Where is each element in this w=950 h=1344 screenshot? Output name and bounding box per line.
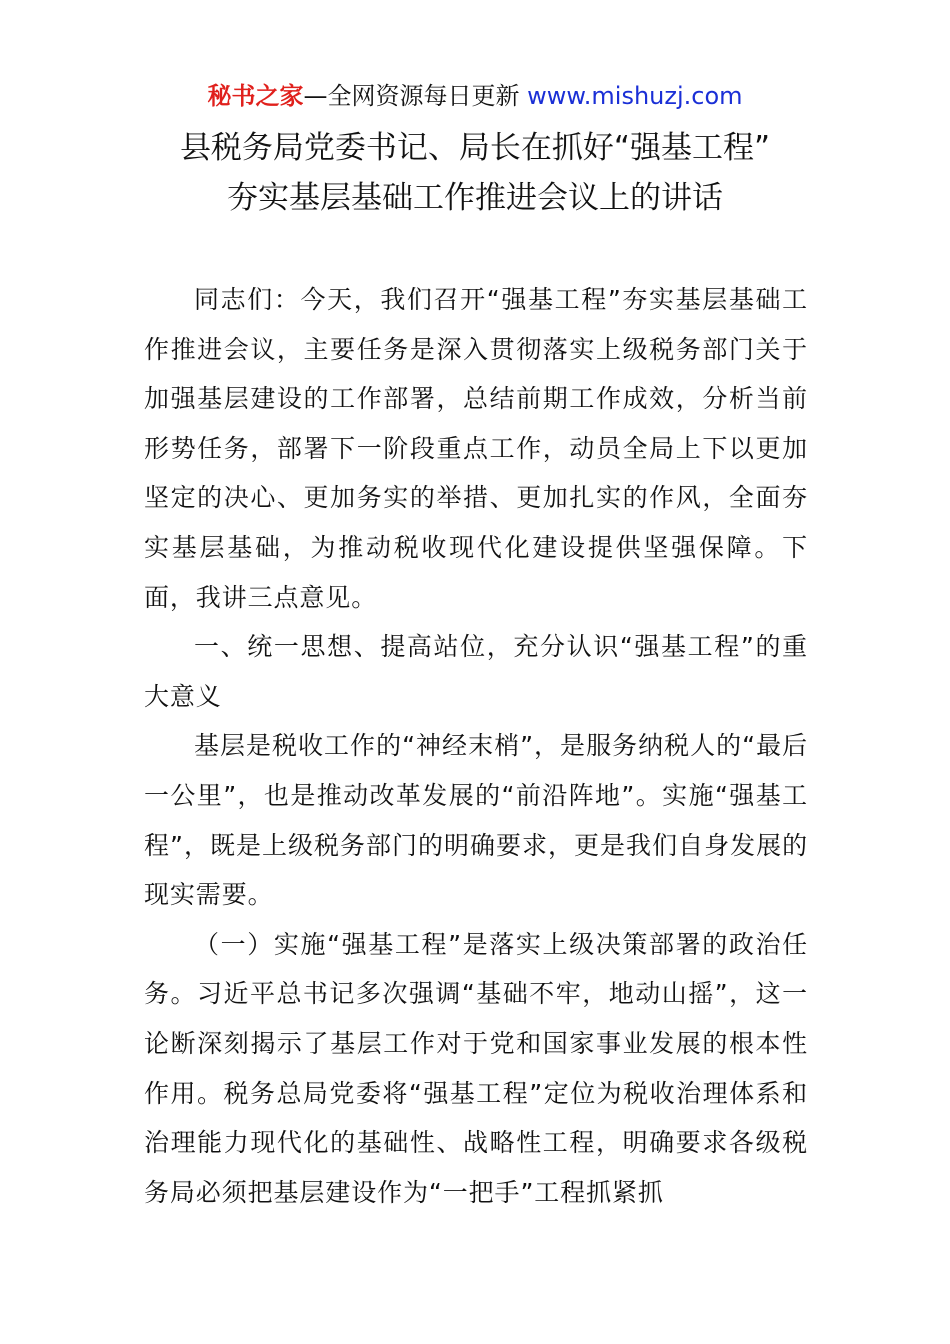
site-url: www.mishuzj.com: [527, 82, 743, 110]
site-tagline: —全网资源每日更新: [303, 82, 528, 110]
paragraph-subsection-1: （一）实施“强基工程”是落实上级决策部署的政治任务。习近平总书记多次强调“基础不牢，地动山摇”，这一论断深刻揭示了基层工作对于党和国家事业发展的根本性作用。税务总局党委将“强基工程”定位为税收治理体系和治理能力现代化的基础性、战略性工程，明确要求各级税务局必须把基层建设作为“一把手”工程抓紧抓: [144, 929, 808, 1207]
section-heading-1: 一、统一思想、提高站位，充分认识“强基工程”的重大意义: [144, 632, 808, 711]
site-header: [0, 80, 950, 112]
site-brand: 秘书之家: [207, 82, 304, 110]
document-title-line-1: 县税务局党委书记、局长在抓好“强基工程”: [179, 130, 771, 166]
paragraph-section-1-intro: 基层是税收工作的“神经末梢”，是服务纳税人的“最后一公里”，也是推动改革发展的“前沿阵地”。实施“强基工程”，既是上级税务部门的明确要求，更是我们自身发展的现实需要。: [144, 731, 808, 910]
document-body: [144, 275, 808, 1217]
paragraph-opening: 同志们：今天，我们召开“强基工程”夯实基层基础工作推进会议，主要任务是深入贯彻落实上级税务部门关于加强基层建设的工作部署，总结前期工作成效，分析当前形势任务，部署下一阶段重点工作，动员全局上下以更加坚定的决心、更加务实的举措、更加扎实的作风，全面夯实基层基础，为推动税收现代化建设提供坚强保障。下面，我讲三点意见。: [144, 285, 808, 612]
document-title-line-2: 夯实基层基础工作推进会议上的讲话: [227, 180, 723, 216]
